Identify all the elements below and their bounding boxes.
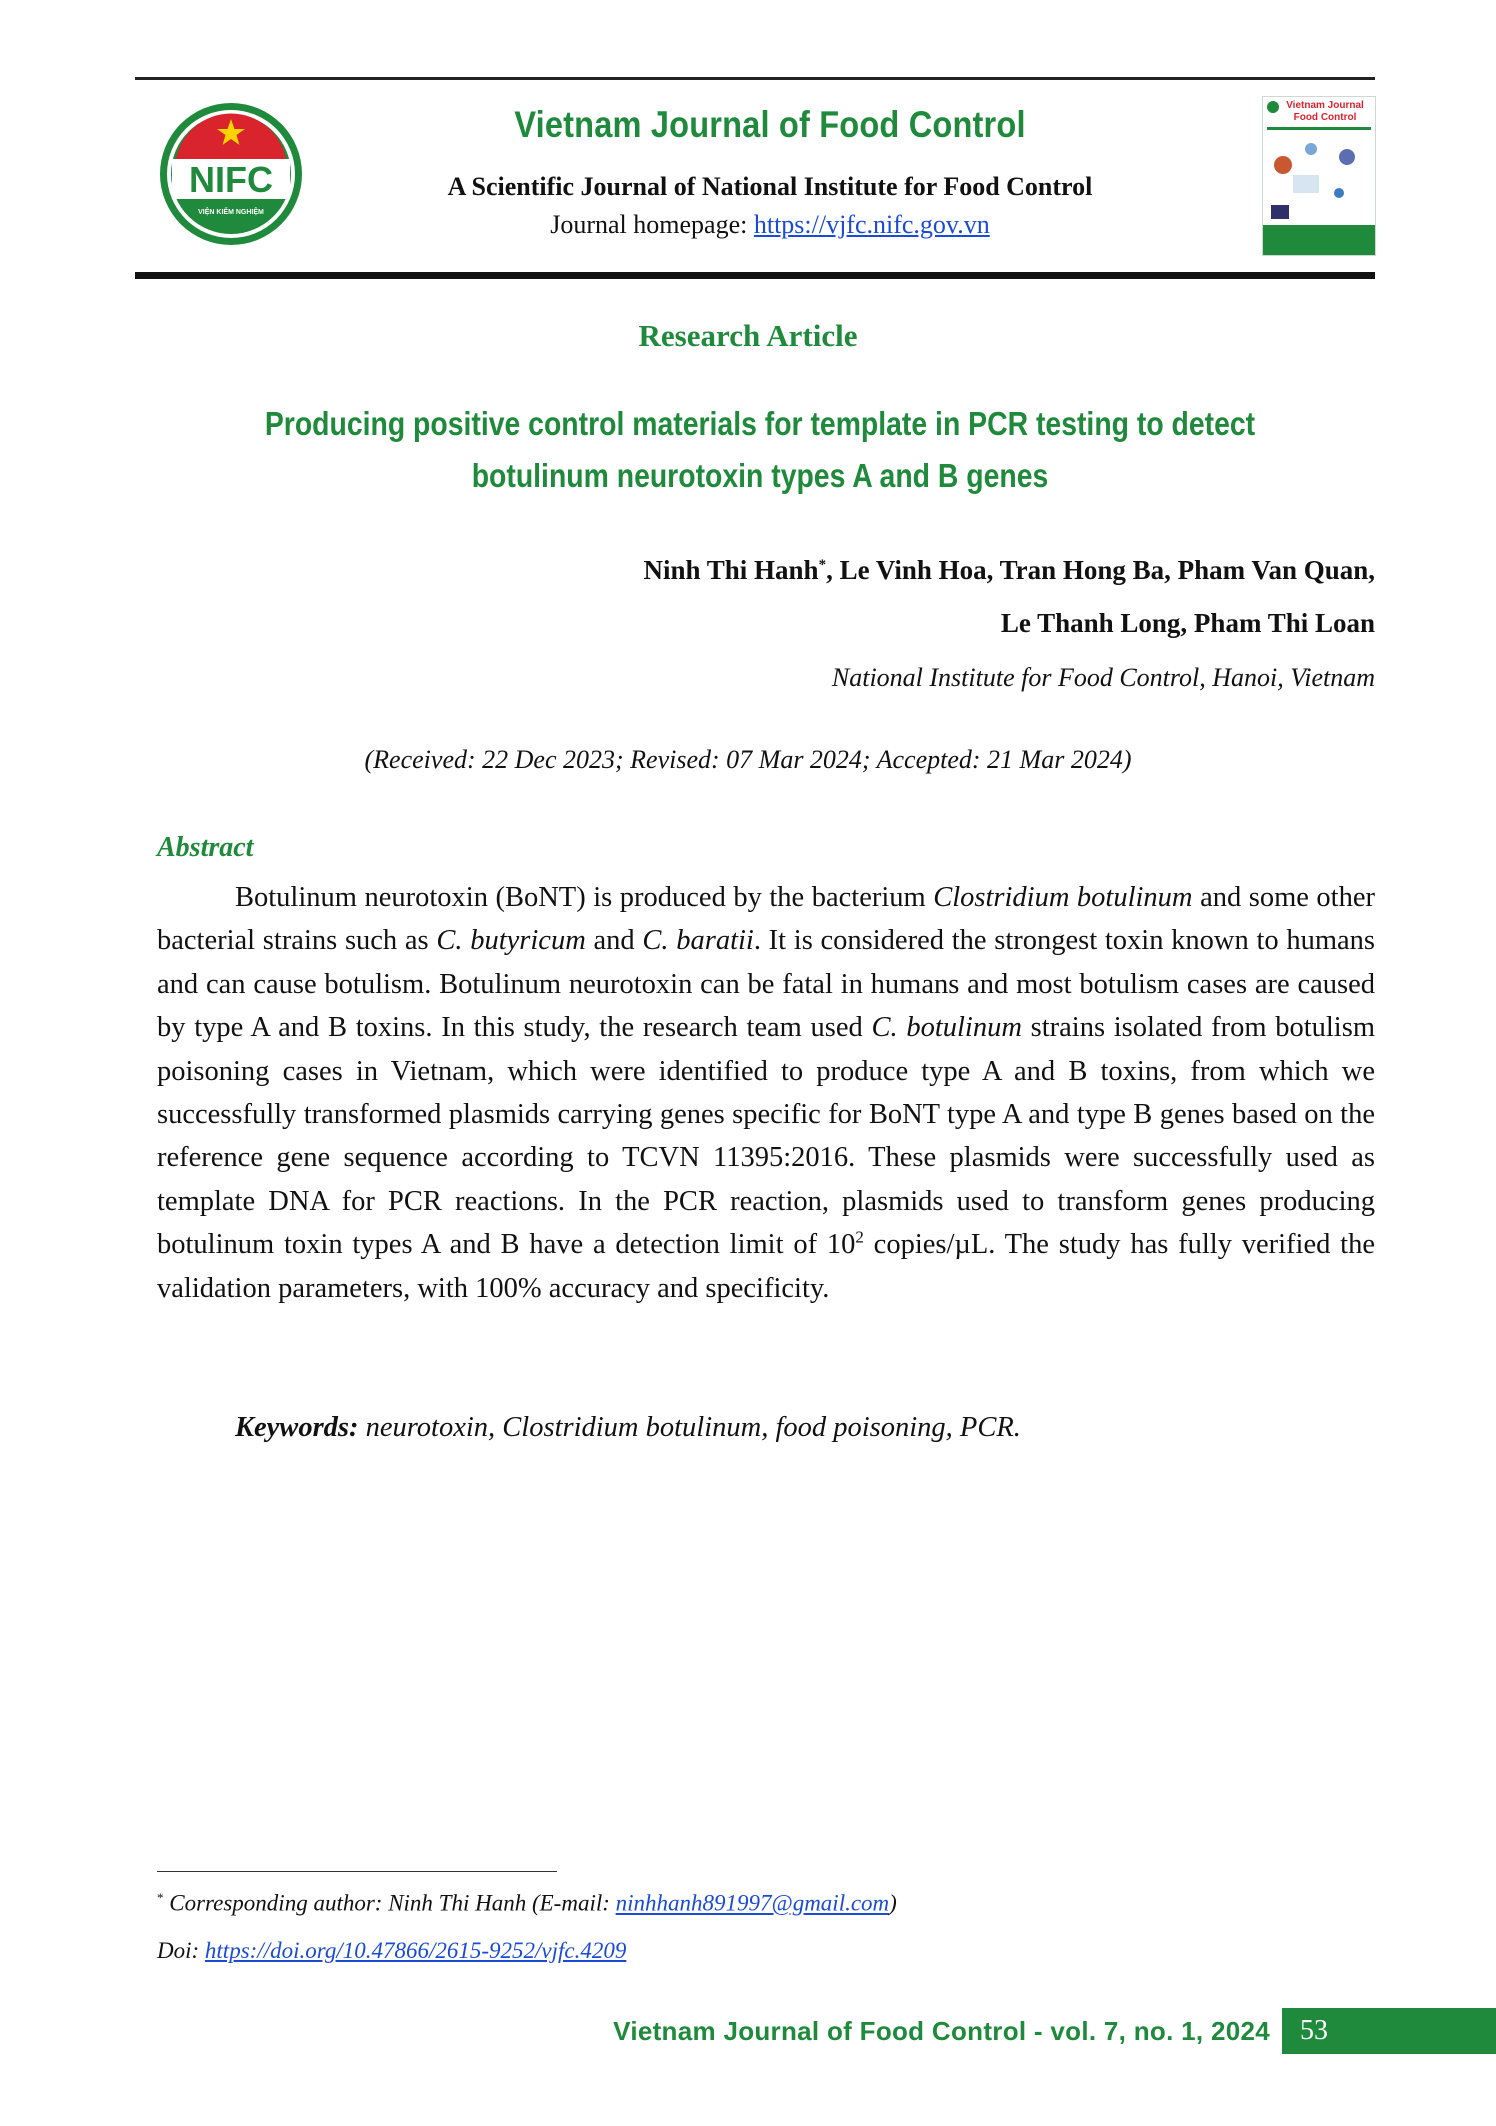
abstract-italic-term: C. botulinum: [871, 1012, 1022, 1044]
author-corresponding: Ninh Thi Hanh: [643, 555, 819, 585]
email-link[interactable]: ninhhanh891997@gmail.com: [615, 1890, 890, 1916]
cover-title-line1: Vietnam Journal: [1286, 100, 1364, 111]
authors-line-1: [275, 555, 1375, 586]
authors-line-2: Le Thanh Long, Pham Thi Loan: [1000, 608, 1375, 638]
journal-name: Vietnam Journal of Food Control: [514, 104, 1026, 145]
footnote-prefix: Corresponding author: Ninh Thi Hanh (E-mail:: [163, 1890, 616, 1916]
page-number-box: [1282, 2008, 1496, 2054]
keywords-label: Keywords:: [235, 1412, 359, 1443]
authors-rest: , Le Vinh Hoa, Tran Hong Ba, Pham Van Quan,: [826, 555, 1375, 585]
abstract-italic-term: C. butyricum: [436, 925, 586, 957]
doi-line: [157, 1938, 626, 1964]
article-dates: (Received: 22 Dec 2023; Revised: 07 Mar 2024; Accepted: 21 Mar 2024): [364, 745, 1132, 774]
abstract-text: and: [585, 925, 643, 957]
abstract-italic-term: Clostridium botulinum: [933, 882, 1193, 913]
title-line-2: botulinum neurotoxin types A and B genes: [471, 457, 1049, 494]
abstract-body: [157, 876, 1375, 1310]
abstract-italic-term: C. baratii: [642, 925, 754, 957]
doi-label: Doi:: [157, 1938, 205, 1963]
abstract-heading: Abstract: [157, 832, 254, 863]
footnote-mark: *: [157, 1890, 164, 1905]
abstract-superscript: 2: [855, 1227, 864, 1247]
title-line-1: Producing positive control materials for template in PCR testing to detect: [264, 405, 1256, 442]
abstract-text: copies/µL. The study has fully verified the validation parameters, with 100% accuracy and specificity.: [157, 1229, 1375, 1304]
abstract-text: strains isolated from botulism poisoning cases in Vietnam, which were identified to produce type A and B toxins, from which we successfully transformed plasmids carrying genes specific for BoNT type A and type B genes based on the reference gene sequence according to TCVN 11395:2016. These plasmids were successfully used as template DNA for PCR reactions. In the PCR reaction, plasmids used to transform genes producing botulinum toxin types A and B have a detection limit of 10: [157, 1012, 1375, 1261]
homepage-label: Journal homepage:: [550, 210, 754, 239]
article-title: [253, 398, 1268, 502]
header-top-rule: [135, 77, 1375, 80]
header-bottom-rule: [135, 272, 1375, 279]
journal-cover-thumbnail: [1262, 96, 1376, 256]
logo-text: NIFC: [189, 159, 273, 200]
affiliation: National Institute for Food Control, Hanoi, Vietnam: [831, 663, 1375, 692]
keywords-list: neurotoxin, Clostridium botulinum, food poisoning, PCR.: [358, 1412, 1021, 1443]
nifc-logo: [158, 101, 304, 247]
abstract-text: and some other bacterial strains such as: [157, 882, 1375, 957]
page-number: 53: [1300, 2015, 1328, 2046]
footer-journal-issue: Vietnam Journal of Food Control - vol. 7, no. 1, 2024: [613, 2016, 1270, 2046]
footnote-rule: [157, 1871, 557, 1872]
cover-title-line2: Food Control: [1293, 112, 1357, 123]
doi-link[interactable]: https://doi.org/10.47866/2615-9252/vjfc.4209: [204, 1938, 627, 1963]
abstract-text: . It is considered the strongest toxin known to humans and can cause botulism. Botulinum neurotoxin can be fatal in humans and most botulism cases are caused by type A and B toxins. In this study, the research team used: [157, 925, 1376, 1044]
abstract-paragraph: [157, 876, 1375, 1310]
homepage-link[interactable]: https://vjfc.nifc.gov.vn: [753, 210, 990, 239]
keywords: [235, 1412, 1021, 1444]
logo-caption: VIỆN KIỂM NGHIỆM: [198, 209, 264, 216]
journal-subtitle: A Scientific Journal of National Institute for Food Control: [447, 172, 1093, 201]
corresponding-mark: *: [818, 557, 827, 573]
article-type: Research Article: [638, 318, 858, 353]
abstract-text: Botulinum neurotoxin (BoNT) is produced by the bacterium: [235, 882, 934, 913]
journal-homepage: [380, 210, 1160, 240]
footnote-suffix: ): [889, 1890, 897, 1916]
corresponding-footnote: [157, 1890, 897, 1917]
